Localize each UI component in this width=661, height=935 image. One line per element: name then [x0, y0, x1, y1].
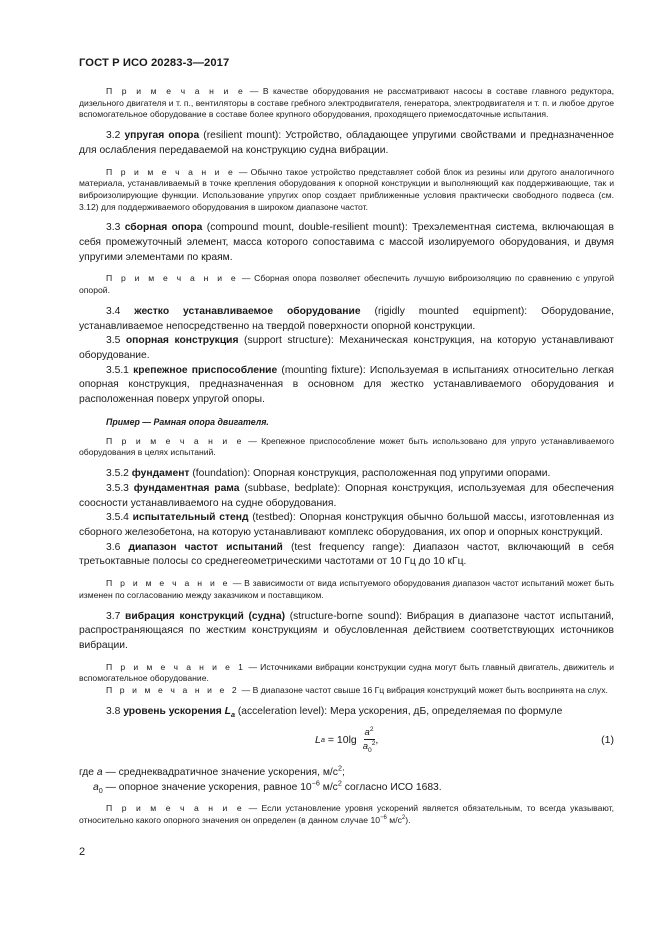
- term-number: 3.5.1: [106, 364, 129, 376]
- equation-number: (1): [601, 734, 614, 747]
- example: Пример — Рамная опора двигателя.: [106, 416, 269, 427]
- formula-expression: L a = 10lg $\frac{a^2}{a_0^2}$ ,: [315, 726, 379, 755]
- term-name: вибрация конструкций (судна): [125, 610, 286, 622]
- page-number: 2: [79, 846, 86, 858]
- note-label: П р и м е ч а н и е: [106, 166, 236, 177]
- term-name: упругая опора: [124, 130, 200, 142]
- term-name: уровень ускорения: [123, 705, 222, 717]
- term-number: 3.3: [106, 222, 121, 234]
- term-name: крепежное приспособление: [133, 364, 278, 376]
- note: П р и м е ч а н и е — В качестве оборудования не рассматривают насосы в составе главного редуктора, дизельного двигателя и т. п., вентиляторы в составе гребного электродвигателя, генератора, электродвигателя и т. п. и любое другое вспомогательное оборудование в составе более крупного оборудования, проходящего приемосдаточные испытания.: [79, 86, 615, 120]
- note-label: П р и м е ч а н и е 1: [106, 661, 246, 672]
- term-name: испытательный стенд: [132, 512, 249, 524]
- note-text: Обычно такое устройство представляет собой блок из резины или другого аналогичного материала, устанавливаемый в точке крепления оборудования к опорной конструкции и выполняющий как поддерживающие, так и виброизолирующие функции. Использование упругих опор создает приближенные условия практически свободного подвеса (см. 3.12) для поддерживаемого оборудования в широком диапазоне частот.: [79, 166, 614, 212]
- term-3-2: [79, 129, 614, 158]
- note: П р и м е ч а н и е — Сборная опора позволяет обеспечить лучшую виброизоляцию по сравнению с упругой опорой.: [79, 273, 615, 296]
- term-symbol: L: [224, 705, 231, 717]
- note-text: Источниками вибрации конструкции судна могут быть главный двигатель, движитель и вспомогательное оборудование.: [79, 661, 614, 684]
- term-3-5: [79, 334, 614, 363]
- note-label: П р и м е ч а н и е 2: [106, 685, 240, 696]
- term-definition: (resilient mount): Устройство, обладающее упругими свойствами и предназначенное для ослабления передаваемой на конструкцию судна вибрации.: [79, 130, 614, 156]
- term-definition: (rigidly mounted equipment): Оборудование, устанавливаемое непосредственно на твердой поверхности опорной конструкции.: [79, 305, 614, 332]
- term-name: опорная конструкция: [125, 335, 239, 347]
- note-text: Сборная опора позволяет обеспечить лучшую виброизоляцию по сравнению с упругой опорой.: [79, 273, 615, 296]
- note: П р и м е ч а н и е — Обычно такое устройство представляет собой блок из резины или другого аналогичного материала, устанавливаемый в точке крепления оборудования к опорной конструкции и выполняющий как поддерживающие, так и виброизолирующие функции. Использование упругих опор создает приближенные условия практически свободного подвеса (см. 3.12) для поддерживаемого оборудования в широком диапазоне частот.: [79, 166, 614, 212]
- term-definition: (mounting fixture): Используемая в испытаниях относительно легкая опорная конструкция, предназначенная в основном для жестко устанавливаемого оборудования и расположенная поверх упругой опоры.: [79, 364, 614, 406]
- term-3-7: [79, 610, 614, 654]
- note-text: В зависимости от вида испытуемого оборудования диапазон частот испытаний может быть изменен по согласованию между заказчиком и поставщиком.: [79, 578, 614, 600]
- formula-where-1: где a — среднеквадратичное значение ускорения, $м/с^2$;: [79, 764, 345, 779]
- formula-where-2: $a_0$ — опорное значение ускорения, равное $10^{-6}$ $м/с^2$ согласно ИСО 1683.: [93, 779, 442, 796]
- term-definition: (structure-borne sound): Вибрация в диапазоне частот испытаний, распространяющаяся по жестким конструкциям и обусловленная действием соответствующих источников вибрации.: [79, 610, 614, 651]
- note-text: В качестве оборудования не рассматривают насосы в составе главного редуктора, дизельного двигателя и т. п., вентиляторы в составе гребного электродвигателя, генератора, электродвигателя и т. п. и любое другое вспомогательное оборудование в составе более крупного оборудования, проходящего приемосдаточные испытания.: [79, 86, 615, 120]
- term-number: 3.4: [106, 305, 121, 317]
- note: П р и м е ч а н и е — В зависимости от вида испытуемого оборудования диапазон частот испытаний может быть изменен по согласованию между заказчиком и поставщиком.: [79, 578, 614, 600]
- term-3-5-4: [79, 511, 614, 540]
- term-definition: (acceleration level): Мера ускорения, дБ, определяемая по формуле: [234, 705, 563, 717]
- term-3-6: [79, 541, 614, 570]
- note-text: Крепежное приспособление может быть использовано для упруго устанавливаемого оборудования в целях испытаний.: [79, 435, 615, 458]
- term-name: жестко устанавливаемое оборудование: [134, 305, 361, 317]
- note-label: П р и м е ч а н и е: [106, 273, 239, 284]
- term-definition: (compound mount, double-resilient mount): Трехэлементная система, включающая в себя промежуточный элемент, масса которого сопоставима с массой изолируемого оборудования, и двумя упругими элементами по краям.: [79, 222, 614, 263]
- formula-1: [79, 719, 614, 763]
- document-header: ГОСТ Р ИСО 20283-3—2017: [79, 57, 230, 69]
- term-definition: (foundation): Опорная конструкция, расположенная под упругими опорами.: [189, 468, 551, 480]
- term-name: сборная опора: [124, 222, 203, 234]
- term-definition: (subbase, bedplate): Опорная конструкция, используемая для обеспечения соосности устанавливаемого на судне оборудования.: [79, 482, 614, 509]
- term-number: 3.7: [106, 610, 121, 622]
- term-name: диапазон частот испытаний: [128, 541, 283, 553]
- note-2: П р и м е ч а н и е 2 — В диапазоне частот свыше 16 Гц вибрация конструкций может быть воспринята на слух.: [106, 685, 608, 696]
- term-3-5-2: [79, 467, 614, 482]
- note: П р и м е ч а н и е — Крепежное приспособление может быть использовано для упруго устанавливаемого оборудования в целях испытаний.: [79, 435, 615, 458]
- note-label: П р и м е ч а н и е: [106, 86, 246, 96]
- note-text: В диапазоне частот свыше 16 Гц вибрация конструкций может быть воспринята на слух.: [252, 685, 608, 696]
- document-body: [79, 86, 614, 835]
- term-number: 3.8: [106, 705, 121, 717]
- term-number: 3.5.4: [106, 512, 129, 524]
- term-3-3: [79, 221, 614, 265]
- term-name: фундаментная рама: [133, 482, 240, 494]
- note-1: П р и м е ч а н и е 1 — Источниками вибрации конструкции судна могут быть главный двигатель, движитель и вспомогательное оборудование.: [79, 661, 614, 684]
- term-number: 3.2: [106, 130, 121, 142]
- term-definition: (test frequency range): Диапазон частот, включающий в себя третьоктавные полосы со среднегеометрическими частотами от 10 Гц до 10 кГц.: [79, 541, 614, 568]
- term-3-5-3: [79, 482, 614, 511]
- term-definition: (testbed): Опорная конструкция обычно большой массы, изготовленная из сборного железобетона, на которую устанавливают комплекс оборудования, их опор и опорных конструкций.: [79, 512, 614, 538]
- note-text: Если установление уровня ускорений является обязательным, то всегда указывают, относительно какого опорного значения он определен (в данном случае 10: [79, 803, 614, 826]
- term-name: фундамент: [131, 468, 190, 480]
- note-label: П р и м е ч а н и е: [106, 578, 231, 589]
- term-number: 3.6: [106, 541, 121, 553]
- note-label: П р и м е ч а н и е: [106, 435, 244, 446]
- note-label: П р и м е ч а н и е: [106, 803, 245, 814]
- term-3-5-1: [79, 364, 614, 408]
- formula-fraction: $\frac{a^2}{a_0^2}$: [362, 726, 376, 755]
- term-number: 3.5.2: [106, 468, 129, 480]
- term-number: 3.5: [106, 335, 121, 347]
- term-3-8: 3.8 уровень ускорения $L_a$ (acceleration level): Мера ускорения, дБ, определяемая по формуле: [106, 705, 563, 719]
- note: П р и м е ч а н и е — Если установление уровня ускорений является обязательным, то всегда указывают, относительно какого опорного значения он определен (в данном случае $10^{-6}$ $м/с^2$).: [79, 803, 614, 826]
- term-number: 3.5.3: [106, 482, 129, 494]
- term-definition: (support structure): Механическая конструкция, на которую устанавливают оборудование.: [79, 335, 614, 361]
- term-3-4: [79, 305, 614, 334]
